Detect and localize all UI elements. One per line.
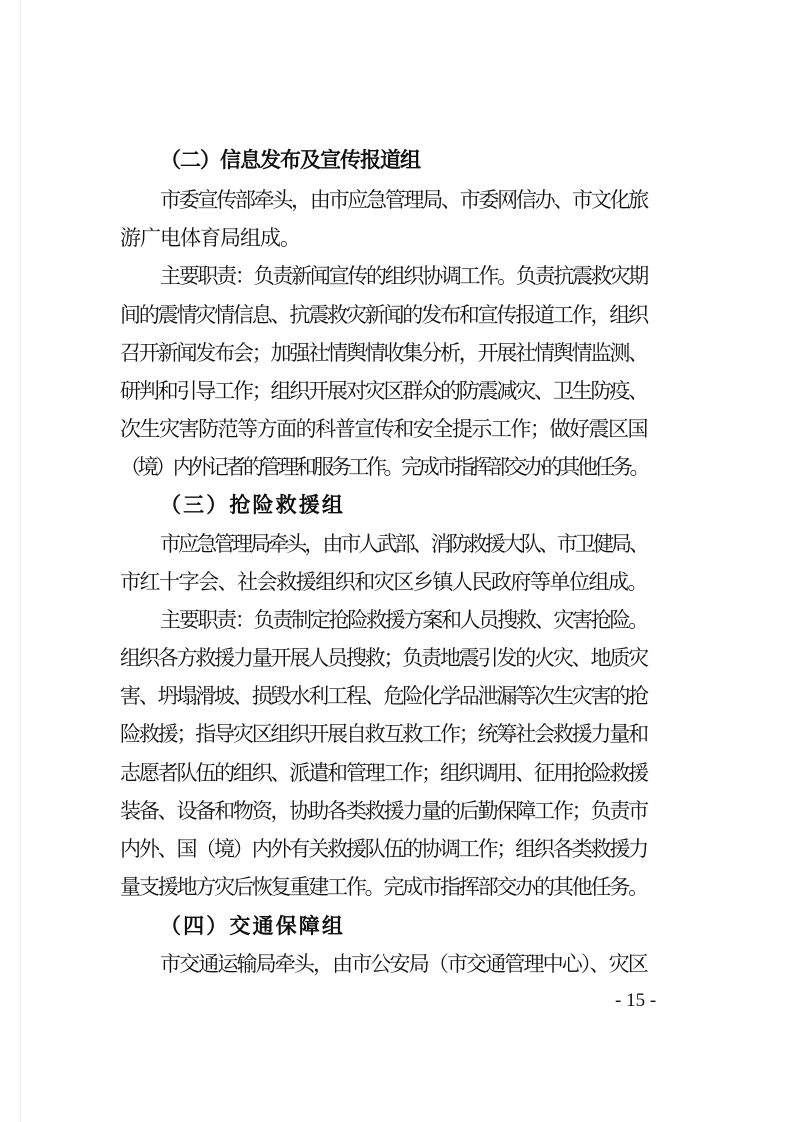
paragraph-line: 次生灾害防范等方面的科普宣传和安全提示工作；做好震区国 bbox=[120, 417, 648, 441]
paragraph-line: 志愿者队伍的组织、派遣和管理工作；组织调用、征用抢险救援 bbox=[120, 761, 647, 785]
paragraph-line: 量支援地方灾后恢复重建工作。完成市指挥部交办的其他任务。 bbox=[120, 875, 647, 899]
paragraph-line: 研判和引导工作；组织开展对灾区群众的防震减灾、卫生防疫、 bbox=[120, 379, 647, 403]
paragraph-line: 组织各方救援力量开展人员搜救；负责地震引发的火灾、地质灾 bbox=[120, 646, 647, 670]
section-heading-traffic: （四）交通保障组 bbox=[160, 914, 346, 938]
paragraph-line: 害、坍塌滑坡、损毁水利工程、危险化学品泄漏等次生灾害的抢 bbox=[120, 684, 647, 708]
paragraph-line: 险救援；指导灾区组织开展自救互救工作；统筹社会救援力量和 bbox=[120, 722, 647, 746]
scan-edge-shadow bbox=[20, 0, 21, 1122]
paragraph-line: 市红十字会、社会救援组织和灾区乡镇人民政府等单位组成。 bbox=[120, 570, 648, 594]
section-heading-rescue: （三）抢险救援组 bbox=[160, 493, 346, 517]
paragraph-line: 主要职责：负责新闻宣传的组织协调工作。负责抗震救灾期 bbox=[160, 264, 647, 288]
paragraph-line: 市应急管理局牵头，由市人武部、消防救援大队、市卫健局、 bbox=[160, 532, 648, 556]
paragraph-line: 市委宣传部牵头，由市应急管理局、市委网信办、市文化旅 bbox=[160, 188, 647, 212]
paragraph-line: 游广电体育局组成。 bbox=[120, 226, 300, 250]
paragraph-line: 内外、国（境）内外有关救援队伍的协调工作；组织各类救援力 bbox=[120, 837, 647, 861]
paragraph-line: 市交通运输局牵头，由市公安局（市交通管理中心）、灾区 bbox=[160, 952, 647, 976]
paragraph-line: 召开新闻发布会；加强社情舆情收集分析，开展社情舆情监测、 bbox=[120, 341, 647, 365]
paragraph-line: （境）内外记者的管理和服务工作。完成市指挥部交办的其他任务。 bbox=[120, 455, 648, 479]
page-number: - 15 - bbox=[615, 990, 657, 1011]
paragraph-line: 间的震情灾情信息、抗震救灾新闻的发布和宣传报道工作，组织 bbox=[120, 303, 647, 327]
paragraph-line: 主要职责：负责制定抢险救援方案和人员搜救、灾害抢险。 bbox=[160, 608, 647, 632]
section-heading-info-release: （二）信息发布及宣传报道组 bbox=[160, 148, 420, 172]
paragraph-line: 装备、设备和物资，协助各类救援力量的后勤保障工作；负责市 bbox=[120, 799, 647, 823]
